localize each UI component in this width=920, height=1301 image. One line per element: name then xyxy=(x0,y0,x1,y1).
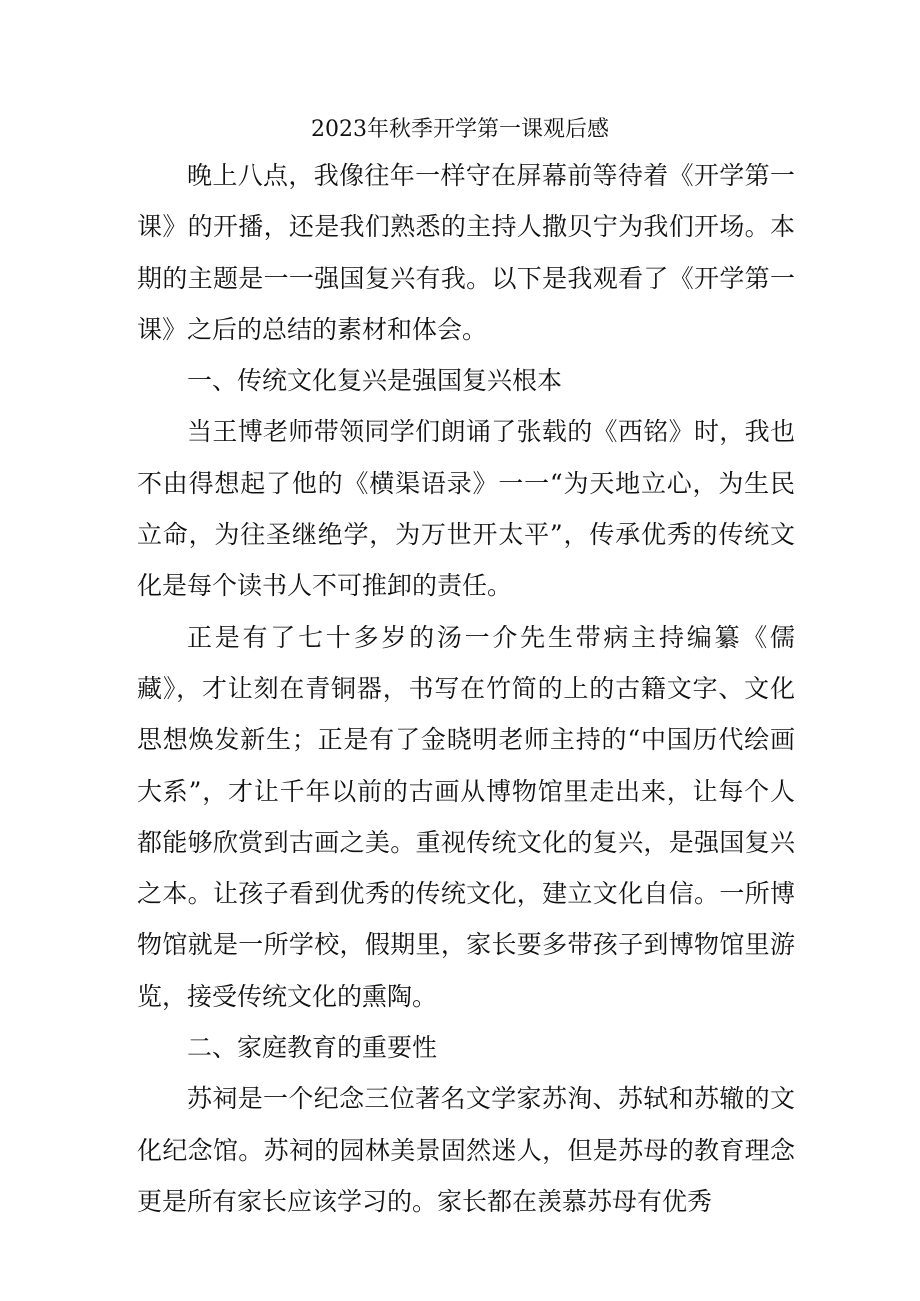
document-body xyxy=(137,150,795,1227)
paragraph-intro: 晚上八点，我像往年一样守在屏幕前等待着《开学第一课》的开播，还是我们熟悉的主持人撒贝宁为我们开场。本期的主题是一一强国复兴有我。以下是我观看了《开学第一课》之后的总结的素材和体会。 xyxy=(137,161,795,344)
section-heading-2: 二、家庭教育的重要性 xyxy=(187,1033,438,1063)
paragraph-section1-a: 当王博老师带领同学们朗诵了张载的《西铭》时，我也不由得想起了他的《横渠语录》一一“为天地立心，为生民立命，为往圣继绝学，为万世开太平”，传承优秀的传统文化是每个读书人不可推卸的责任。 xyxy=(137,417,795,601)
paragraph-section1-b: 正是有了七十多岁的汤一介先生带病主持编纂《儒藏》，才让刻在青铜器，书写在竹简的上的古籍文字、文化思想焕发新生；正是有了金晓明老师主持的“中国历代绘画大系”，才让千年以前的古画从博物馆里走出来，让每个人都能够欣赏到古画之美。重视传统文化的复兴，是强国复兴之本。让孩子看到优秀的传统文化，建立文化自信。一所博物馆就是一所学校，假期里，家长要多带孩子到博物馆里游览，接受传统文化的熏陶。 xyxy=(137,622,795,1011)
section-heading-1: 一、传统文化复兴是强国复兴根本 xyxy=(187,366,563,396)
paragraph-section2-a: 苏祠是一个纪念三位著名文学家苏洵、苏轼和苏辙的文化纪念馆。苏祠的园林美景固然迷人，但是苏母的教育理念更是所有家长应该学习的。家长都在羡慕苏母有优秀 xyxy=(137,1084,795,1216)
document-title: 2023年秋季开学第一课观后感 xyxy=(311,117,609,142)
